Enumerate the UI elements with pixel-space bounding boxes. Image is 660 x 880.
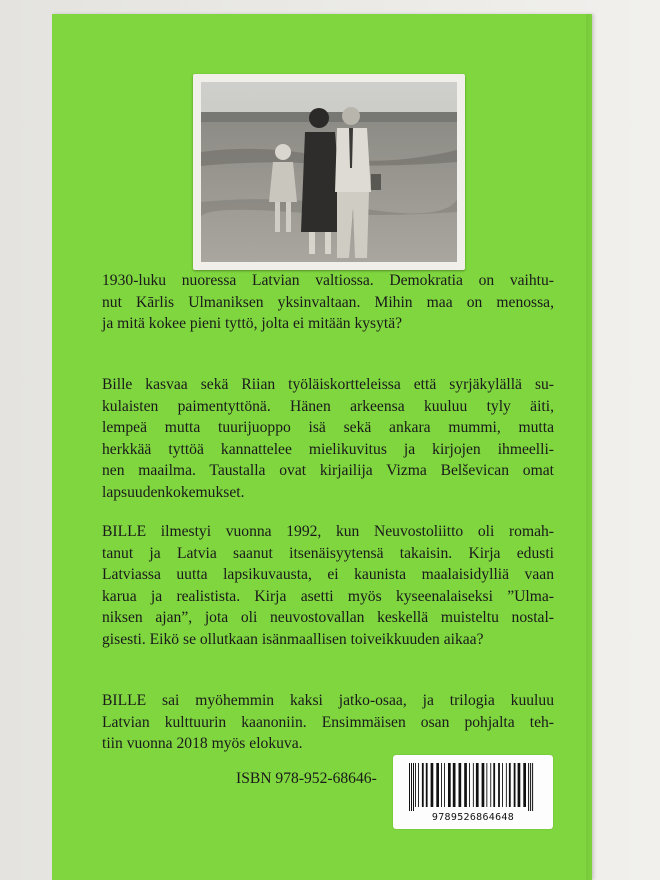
text-line: ja mitä kokee pieni tyttö, jolta ei mitään kysytä? bbox=[102, 315, 403, 332]
barcode-bar bbox=[426, 763, 428, 807]
barcode-bar bbox=[476, 763, 479, 807]
barcode-bar bbox=[514, 763, 516, 807]
paragraph-intro bbox=[102, 270, 554, 335]
barcode-bar bbox=[422, 763, 424, 807]
isbn-label: ISBN 978-952-68646- bbox=[236, 770, 377, 787]
barcode-bar bbox=[490, 763, 491, 807]
text-line: BILLE sai myöhemmin kaksi jatko-osaa, ja trilogia kuuluu bbox=[102, 692, 554, 709]
text-line: herkkää tyttöä kannattelee mielikuvitus ja kirjojen ihmeelli- bbox=[102, 440, 554, 458]
barcode-bar bbox=[498, 763, 500, 807]
barcode-bar bbox=[413, 763, 414, 811]
barcode-bar bbox=[528, 763, 529, 811]
text-line: Bille kasvaa sekä Riian työläiskortteleissa että syrjäkylällä su- bbox=[102, 376, 554, 393]
barcode-bar bbox=[509, 763, 511, 807]
barcode-bar bbox=[418, 763, 419, 807]
barcode-digits: 9789526864648 bbox=[431, 812, 515, 823]
barcode-bar bbox=[448, 763, 451, 807]
barcode-sticker bbox=[393, 755, 553, 829]
text-line: Latviassa uutta lapsikuvausta, ei kaunista maalaisidylliä vaan bbox=[102, 566, 554, 583]
text-line: lempeä mutta tuurijuoppo isä sekä ankara mummi, mutta bbox=[102, 419, 554, 436]
barcode-bar bbox=[493, 763, 495, 807]
barcode-bar bbox=[530, 763, 531, 811]
text-line: BILLE ilmestyi vuonna 1992, kun Neuvostoliitto oli romah- bbox=[102, 523, 554, 540]
text-line: tiin vuonna 2018 myös elokuva. bbox=[102, 735, 303, 752]
barcode-bar bbox=[415, 763, 416, 807]
barcode-bar bbox=[444, 763, 445, 807]
barcode-bar bbox=[506, 763, 507, 807]
text-line: gisesti. Eikö se ollutkaan isänmaallisen toiveikkuuden aikaa? bbox=[102, 630, 484, 648]
paragraph-story bbox=[102, 374, 554, 503]
barcode-bar bbox=[411, 763, 412, 811]
beach-photo-image bbox=[201, 82, 457, 262]
barcode-bar bbox=[441, 763, 442, 807]
text-line: nut Kārlis Ulmaniksen yksinvaltaan. Mihin maa on menossa, bbox=[102, 293, 554, 311]
text-line: nen maailma. Taustalla ovat kirjailija Vizma Belševican omat bbox=[102, 462, 554, 479]
barcode-bar bbox=[518, 763, 521, 807]
cover-edge-shadow bbox=[586, 14, 594, 880]
barcode-bar bbox=[482, 763, 485, 807]
barcode-bar bbox=[469, 763, 470, 807]
barcode-bar bbox=[431, 763, 434, 807]
paragraph-history bbox=[102, 521, 554, 650]
text-line: kulaisten paimentyttönä. Hänen arkeensa kuuluu tyly äiti, bbox=[102, 397, 554, 415]
barcode-bar bbox=[459, 763, 462, 807]
barcode-bar bbox=[473, 763, 474, 807]
text-line: karua ja realistista. Kirja asetti myös kyseenalaiseksi ”Ulma- bbox=[102, 587, 554, 605]
barcode-bar bbox=[523, 763, 526, 807]
text-line: 1930-luku nuoressa Latvian valtiossa. Demokratia on vaihtu- bbox=[102, 272, 554, 289]
barcode-bar bbox=[532, 763, 533, 811]
barcode-bars bbox=[407, 763, 539, 811]
barcode-bar bbox=[502, 763, 503, 807]
barcode-bar bbox=[436, 763, 439, 807]
barcode-bar bbox=[453, 763, 456, 807]
text-line: tanut ja Latvia saanut itsenäisyytensä takaisin. Kirja edusti bbox=[102, 544, 554, 562]
barcode-bar bbox=[464, 763, 467, 807]
text-line: niksen ajan”, jota oli neuvostovallan keskellä muisteltu nostal- bbox=[102, 609, 554, 626]
barcode-bar bbox=[409, 763, 410, 811]
vintage-family-photo bbox=[193, 74, 465, 270]
text-line: lapsuudenkokemukset. bbox=[102, 483, 245, 501]
text-line: Latvian kulttuurin kaanoniin. Ensimmäisen osan pohjalta teh- bbox=[102, 713, 554, 731]
paragraph-legacy bbox=[102, 690, 554, 755]
barcode-bar bbox=[486, 763, 487, 807]
